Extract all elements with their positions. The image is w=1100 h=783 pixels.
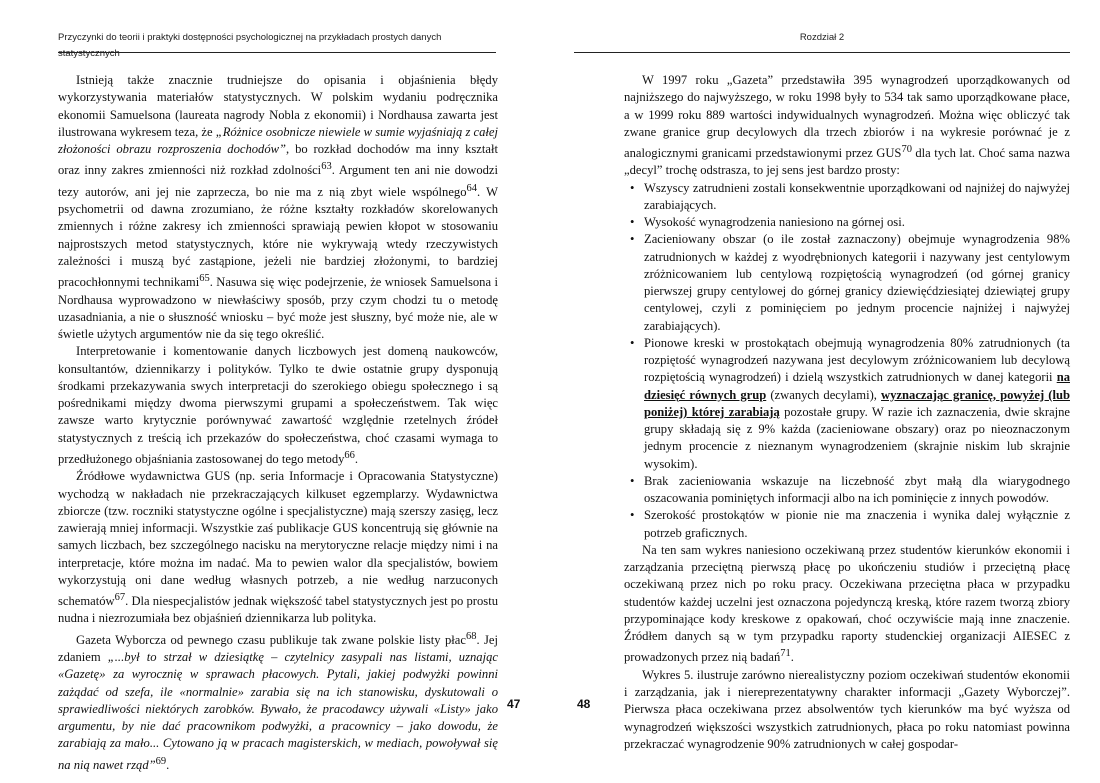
running-header-right (574, 30, 1070, 53)
list-item: • Wysokość wynagrodzenia naniesiono na górnej osi. (624, 214, 1070, 231)
list-item: • Brak zacieniowania wskazuje na liczebność zbyt małą dla wiarygodnego oszacowania pominiętych informacji albo na ich pominięcie z innych powodów. (624, 473, 1070, 508)
intro-paragraph: W 1997 roku „Gazeta” przedstawiła 395 wynagrodzeń uporządkowanych od najniższego do najwyższego, w roku 1998 były to 534 tak samo uporządkowane płace, a w 1999 roku 889 wartości indywidualnych wynagrodzeń. Można więc obliczyć tak zwane granice grup decylowych dla trzech zbiorów i na wykresie porównać je z analogicznymi granicami przedstawionymi przez GUS$^{70}$ dla tych lat. Choć sama nazwa „decyl” trochę odstrasza, to jej sens jest bardzo prosty: (624, 73, 1070, 178)
paragraph: Interpretowanie i komentowanie danych liczbowych jest domeną naukowców, konsultantów, dziennikarzy i polityków. Tylko te dwie ostatnie grupy dysponują środkami przekazywania swych interpretacji do szerokiego obiegu społecznego i są pośrednikami między dwoma pierwszymi grupami a społeczeństwem. Tak więc zawsze warto krytycznie porównywać zawartość względnie rzetelnych źródeł statystycznych z treścią ich przekazów do społeczeństwa, choć czasami wymaga to przedłużonego objaśniania zastosowanej do tego metody$^{66}$. (58, 344, 498, 466)
list-item: • Pionowe kreski w prostokątach obejmują wynagrodzenia 80% zatrudnionych (ta rozpiętość wynagrodzeń nazywana jest decylowym zróżnicowaniem lub decylową rozpiętością wynagrodzeń) i dzielą wszystkich zatrudnionych w danej kategorii na dziesięć równych grup (zwanych decylami), wyznaczając granicę, powyżej (lub poniżej) której zarabiają pozostałe grupy. W razie ich zaznaczenia, dwie skrajne grupy składają się z 9% każda (zacieniowane obszary) oraz po nieoznaczonym jednym procencie z nieznanym wynagrodzeniem (skrajnie niskim lub skrajnie wysokim). (624, 335, 1070, 473)
right-page-body (624, 72, 1070, 753)
paragraph: Gazeta Wyborcza od pewnego czasu publikuje tak zwane polskie listy płac$^{68}$. Jej zdaniem „...był to strzał w dziesiątkę – czytelnicy zasypali nas listami, uznając «Gazetę» za wyrocznię w sprawach płacowych. Pytali, jakiej podwyżki powinni zażądać od szefa, ile «normalnie» zarabia się na ich stanowisku, dyskutowali o sprawiedliwości niektórych zarobków. Bywało, że pracodawcy używali «Listy» jako argumentu, by nie dać pracownikom podwyżki, a pracownicy – jako dowodu, że zarabiają za mało... Cytowano ją w pracach magisterskich, w mediach, powoływał się na nią nawet rząd”$^{69}$. (58, 630, 498, 772)
list-item: • Zacieniowany obszar (o ile został zaznaczony) obejmuje wynagrodzenia 98% zatrudnionych w każdej z wyodrębnionych kategorii i nazywany jest centylowym zróżnicowaniem lub centylową rozpiętością wynagrodzeń (od górnej granicy pierwszej grupy centylowej do górnej granicy dziewięćdziesiątej dziewiątej grupy centylowej, czyli z pominięciem po jednym procencie najniżej i najwyżej zarabiających). (624, 231, 1070, 335)
page-number-right: 48 (577, 697, 591, 711)
left-header-text: Przyczynki do teorii i praktyki dostępności psychologicznej na przykładach prostych danych statystycznych (58, 32, 442, 59)
running-header-left (58, 30, 496, 59)
paragraph: Źródłowe wydawnictwa GUS (np. seria Informacje i Opracowania Statystyczne) wychodzą w nakładach nie przekraczających kilkuset egzemplarzy. Wydawnictwa zbiorcze (tzw. roczniki statystyczne ogólne i specjalistyczne) mają szerszy zasięg, lecz zawierają mniej informacji. Wszystkie zaś publikacje GUS koncentrują się głównie na samych liczbach, bez szczególnego nacisku na merytoryczne relacje między nimi i na interpretacje, które można im nadać. Ma to pewien walor dla specjalistów, bowiem wykorzystują oni dane według własnych potrzeb, a nie według narzuconych schematów$^{67}$. Dla niespecjalistów jednak większość tabel statystycznych jest po prostu nudna i niezrozumiała bez objaśnień dziennikarza lub polityka. (58, 469, 498, 626)
bullet-list (624, 180, 1070, 542)
list-item: • Wszyscy zatrudnieni zostali konsekwentnie uporządkowani od najniżej do najwyżej zarabiających. (624, 180, 1070, 215)
left-page-body (58, 72, 498, 774)
page-number-left: 47 (507, 697, 521, 711)
right-header-text: Rozdział 2 (799, 32, 845, 43)
paragraph: Na ten sam wykres naniesiono oczekiwaną przez studentów kierunków ekonomii i zarządzania przeciętną pierwszą płacę po ukończeniu studiów i przeciętną płacę oczekiwaną przez nich po roku pracy. Oczekiwana przeciętna płaca w przypadku studentów każdej uczelni jest oznaczona pojedynczą kreską, które razem tworzą zbiory przypominające kody kreskowe z opakowań, choć oczywiście mają inne znaczenie. Źródłem danych są w tym przypadku raporty studenckiej organizacji AIESEC z prowadzonych przez nią badań$^{71}$. (624, 542, 1070, 665)
right-page (550, 0, 1100, 783)
paragraph: Wykres 5. ilustruje zarówno nierealistyczny poziom oczekiwań studentów ekonomii i zarządzania, jak i niereprezentatywny charakter informacji „Gazety Wyborczej”. Pierwsza płaca oczekiwana przez absolwentów tych kierunków ma być wyższa od wynagrodzeń większości wszystkich zatrudnionych, płaca po roku natomiast powinna przekraczać wynagrodzenie 90% zatrudnionych w całej gospodar- (624, 667, 1070, 751)
paragraph: Istnieją także znacznie trudniejsze do opisania i objaśnienia błędy wykorzystywania materiałów statystycznych. W polskim wydaniu podręcznika ekonomii Samuelsona (laureata nagrody Nobla z ekonomii) i Nordhausa zawarta jest ilustrowana wykresem teza, że „Różnice osobnicze niewiele w sumie wyjaśniają z całej złożoności obrazu rozproszenia dochodów”, bo rozkład dochodów ma inny kształt oraz inny zakres zmienności niż rozkład zdolności$^{63}$. Argument ten ani nie dowodzi tezy autorów, ani jej nie zaprzecza, bo nie ma z nią zbyt wiele wspólnego$^{64}$. W psychometrii od dawna zrozumiano, że różne kształty rozkładów skorelowanych zmiennych i różne zakresy ich zmienności sprawiają pewien kłopot w stosowaniu najprostszych metod statystycznych, które nie wykrywają wtedy rzeczywistych zależności i muszą być zastąpione, jeżeli nie bardziej złożonymi, to bardziej pracochłonnymi technikami$^{65}$. Nasuwa się więc podejrzenie, że wniosek Samuelsona i Nordhausa wyprowadzono w niewłaściwy sposób, przy czym chodzi tu o metodę uzasadniania, a nie o słuszność wniosku – być może jest słuszny, być może nie, ale w świetle użytych argumentów nie da się tego określić. (58, 73, 498, 342)
list-item: • Szerokość prostokątów w pionie nie ma znaczenia i wynika dalej wyłącznie z potrzeb graficznych. (624, 507, 1070, 542)
